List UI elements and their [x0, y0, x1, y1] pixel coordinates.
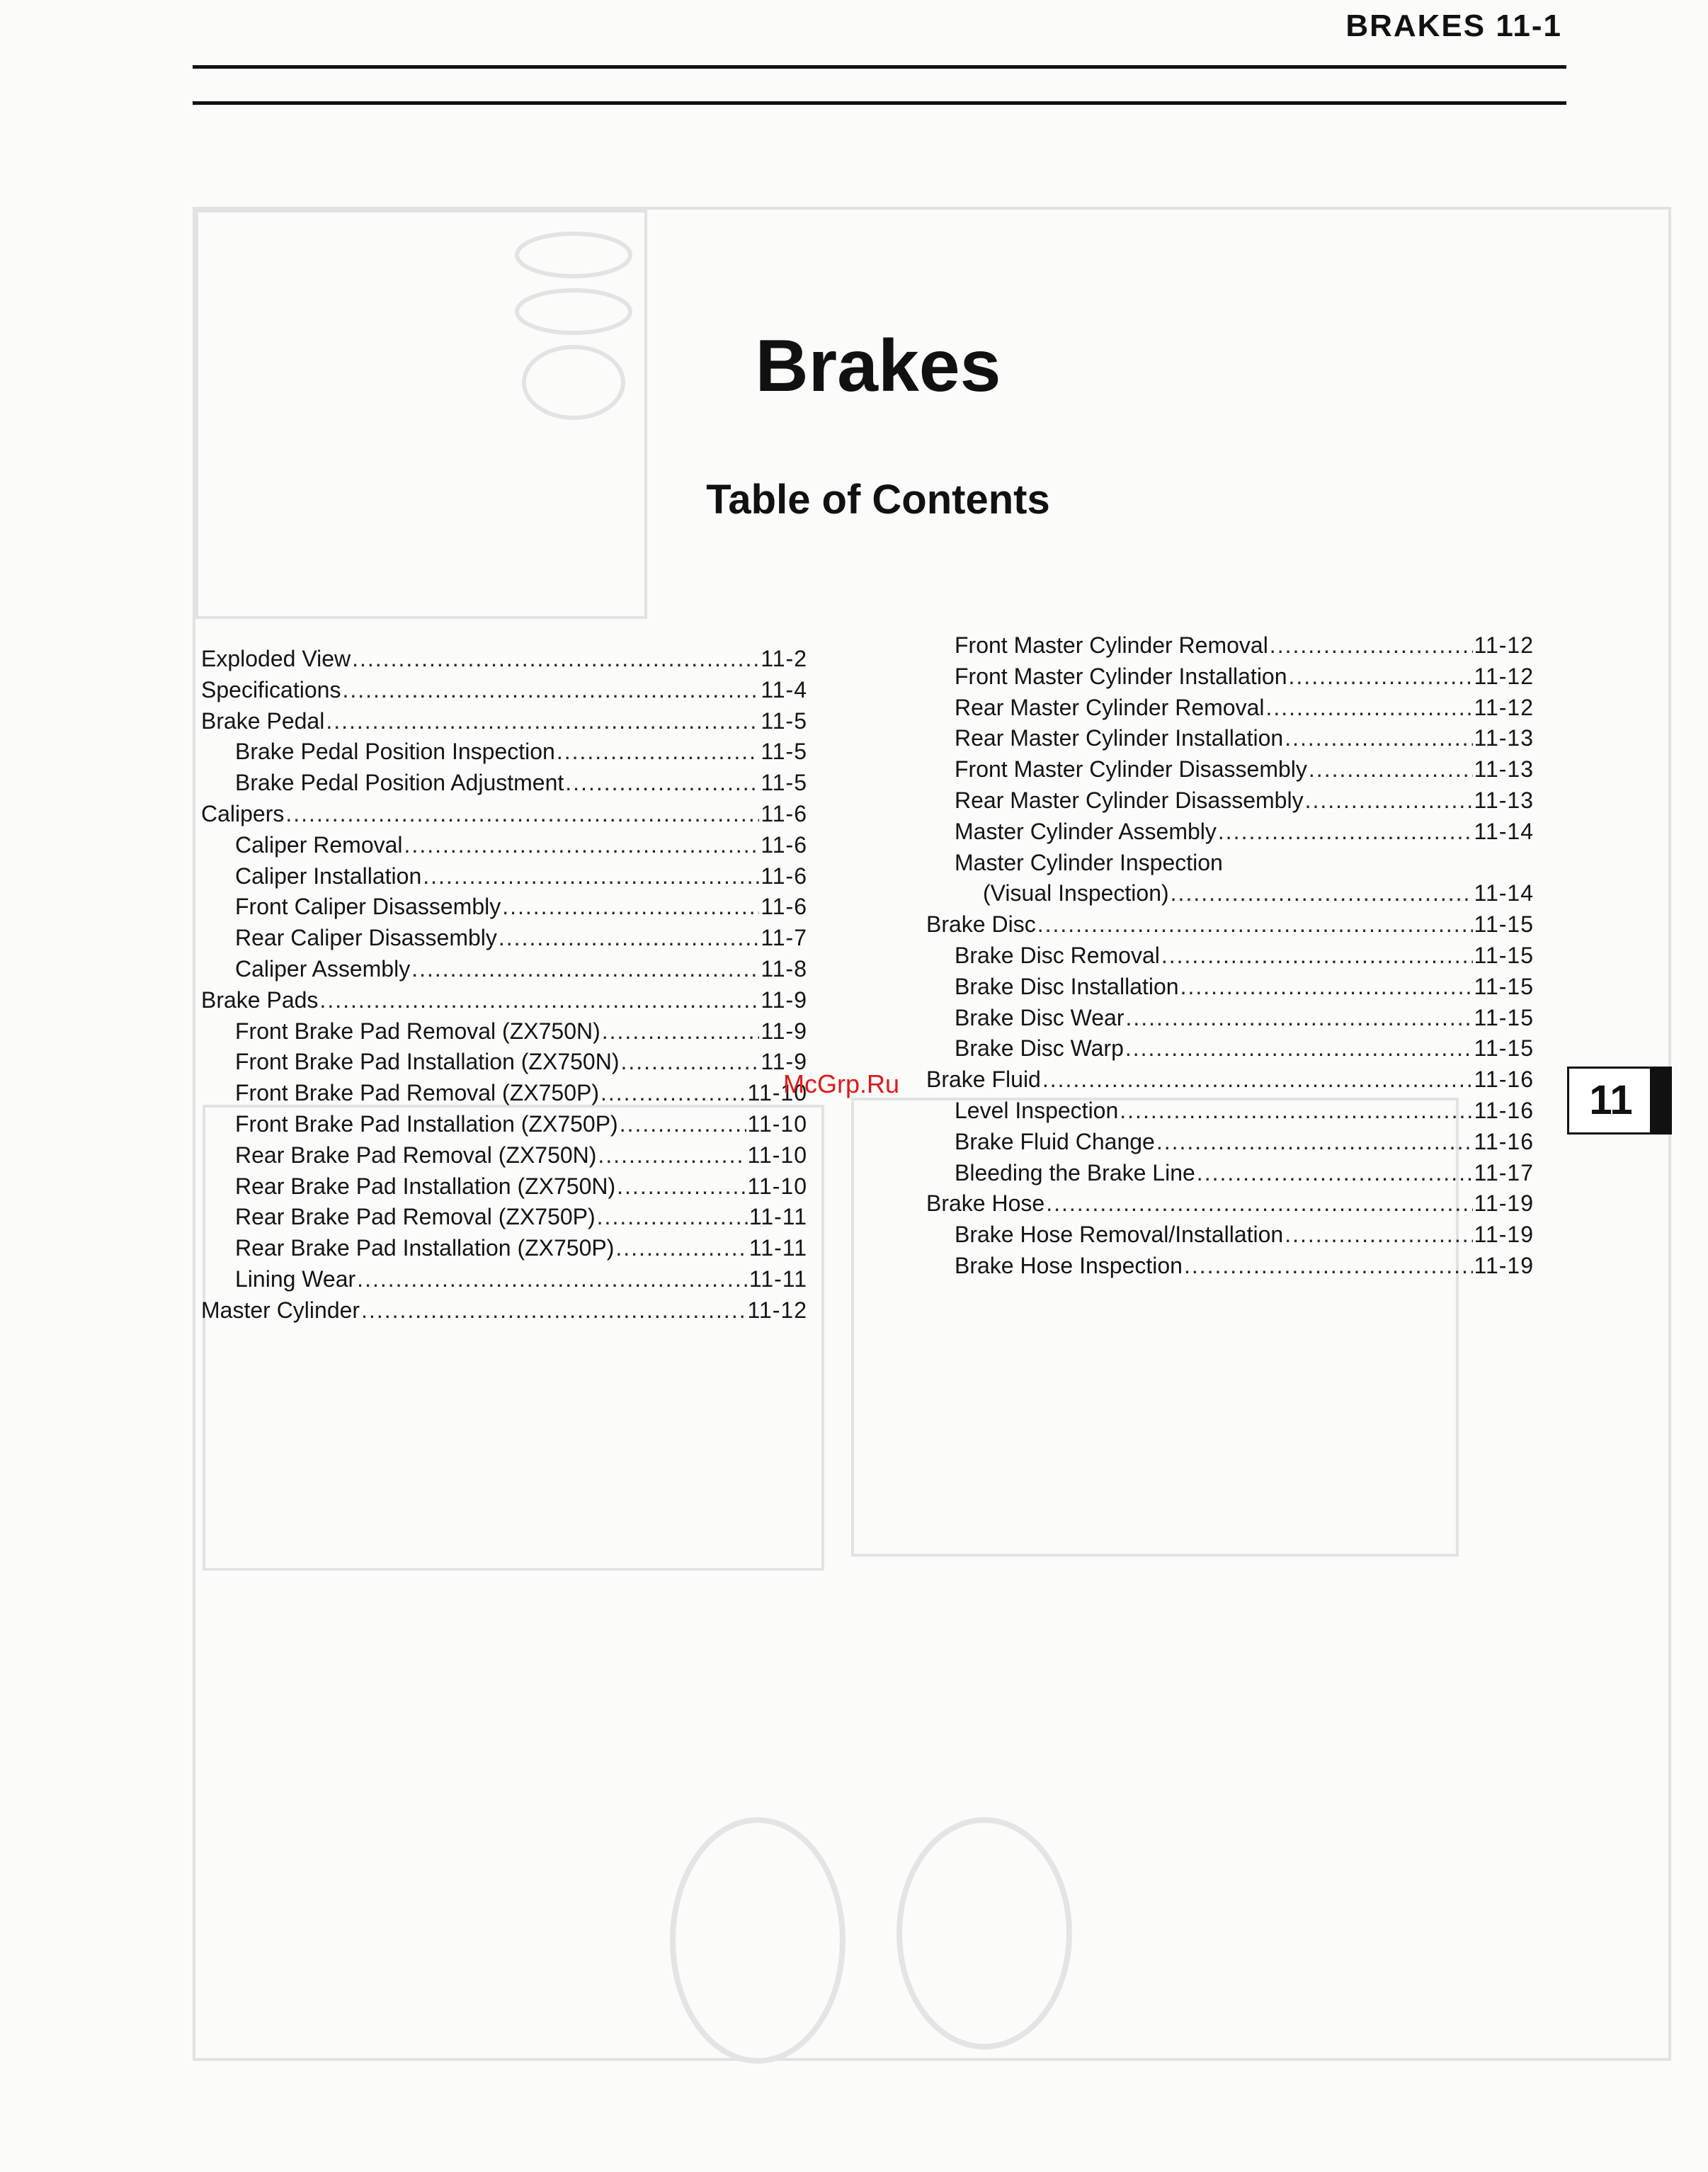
toc-leader-dots	[1120, 1096, 1472, 1125]
toc-entry[interactable]	[955, 662, 1534, 690]
toc-entry-page: 11-5	[761, 739, 807, 765]
toc-entry-label: Front Master Cylinder Disassembly	[955, 756, 1307, 783]
toc-leader-dots	[1171, 879, 1473, 907]
toc-entry[interactable]	[955, 941, 1534, 970]
toc-leader-dots	[602, 1017, 760, 1045]
toc-entry-label: Brake Hose Removal/Installation	[955, 1222, 1284, 1248]
toc-entry-label: Master Cylinder	[201, 1297, 360, 1323]
toc-entry-page: 11-10	[747, 1173, 807, 1199]
toc-entry[interactable]	[235, 923, 807, 952]
toc-entry-label: Rear Brake Pad Removal (ZX750N)	[235, 1142, 597, 1168]
toc-entry-page: 11-5	[761, 770, 807, 796]
toc-leader-dots	[1218, 817, 1473, 846]
toc-leader-dots	[404, 831, 760, 859]
toc-leader-dots	[499, 923, 759, 952]
toc-entry-label: Rear Brake Pad Installation (ZX750N)	[235, 1173, 616, 1199]
toc-entry[interactable]	[201, 1296, 807, 1324]
toc-entry[interactable]	[955, 1127, 1534, 1156]
toc-leader-dots	[1305, 786, 1473, 814]
toc-leader-dots	[285, 800, 759, 828]
toc-entry-page: 11-10	[747, 1142, 807, 1168]
toc-entry-label: Brake Pedal Position Inspection	[235, 739, 555, 765]
toc-leader-dots	[1125, 1003, 1472, 1032]
toc-entry-label: Front Brake Pad Removal (ZX750N)	[235, 1018, 600, 1044]
toc-heading: Table of Contents	[706, 477, 1050, 523]
toc-entry-label: Rear Master Cylinder Disassembly	[955, 788, 1304, 813]
toc-entry-page: 11-6	[761, 863, 807, 889]
toc-leader-dots	[597, 1202, 748, 1231]
toc-entry-label: (Visual Inspection)	[983, 880, 1169, 906]
chapter-title: Brakes	[755, 325, 1001, 407]
toc-leader-dots	[342, 676, 759, 704]
toc-entry[interactable]	[201, 676, 807, 704]
toc-entry-page: 11-6	[761, 801, 807, 826]
toc-entry-label: Brake Pedal	[201, 707, 325, 734]
toc-leader-dots	[1156, 1127, 1473, 1156]
toc-entry-label: Caliper Installation	[235, 863, 422, 889]
toc-entry[interactable]	[235, 955, 807, 983]
toc-leader-dots	[1125, 1034, 1473, 1062]
toc-entry[interactable]	[955, 1159, 1534, 1187]
toc-leader-dots	[423, 862, 759, 890]
toc-entry[interactable]	[201, 986, 807, 1014]
toc-entry[interactable]	[235, 1234, 807, 1262]
toc-leader-dots	[1184, 1251, 1473, 1280]
toc-entry-page: 11-13	[1474, 756, 1534, 783]
toc-entry[interactable]	[235, 831, 807, 859]
toc-entry-label: Master Cylinder Assembly	[955, 818, 1217, 844]
toc-entry-page: 11-10	[747, 1080, 807, 1106]
toc-entry-page: 11-6	[761, 894, 807, 920]
toc-entry[interactable]	[955, 1003, 1534, 1032]
toc-entry[interactable]	[955, 848, 1534, 877]
header-rule-top	[193, 65, 1566, 69]
toc-entry[interactable]	[955, 786, 1534, 814]
toc-entry[interactable]	[201, 707, 807, 735]
toc-entry[interactable]	[235, 1202, 807, 1231]
toc-entry[interactable]	[235, 1172, 807, 1200]
toc-entry-page: 11-10	[747, 1111, 807, 1137]
toc-entry-page: 11-13	[1474, 725, 1534, 751]
toc-entry-label: Caliper Removal	[235, 831, 403, 858]
toc-entry-label: Specifications	[201, 676, 341, 703]
toc-entry-page: 11-7	[761, 925, 807, 951]
toc-entry[interactable]	[235, 1141, 807, 1169]
toc-entry[interactable]	[955, 972, 1534, 1001]
toc-entry[interactable]	[235, 1110, 807, 1138]
toc-leader-dots	[1042, 1065, 1473, 1093]
toc-entry-label: Brake Disc Warp	[955, 1035, 1124, 1062]
toc-entry-label: Rear Caliper Disassembly	[235, 925, 497, 951]
toc-leader-dots	[617, 1172, 746, 1200]
toc-entry[interactable]	[235, 1047, 807, 1076]
toc-leader-dots	[352, 644, 759, 673]
toc-entry[interactable]	[235, 1265, 807, 1293]
toc-entry-page: 11-11	[748, 1235, 807, 1261]
toc-entry[interactable]	[926, 1189, 1534, 1217]
toc-entry[interactable]	[201, 644, 807, 673]
toc-entry-label: Brake Disc Removal	[955, 943, 1160, 968]
toc-entry[interactable]	[955, 755, 1534, 783]
toc-leader-dots	[1309, 755, 1473, 783]
toc-entry-label: Calipers	[201, 801, 285, 826]
toc-entry-label: Lining Wear	[235, 1266, 356, 1292]
toc-entry-label: Front Brake Pad Removal (ZX750P)	[235, 1080, 599, 1106]
toc-entry-page: 11-15	[1474, 943, 1534, 968]
toc-entry-page: 11-19	[1474, 1253, 1534, 1278]
toc-entry-page: 11-12	[1474, 663, 1534, 689]
toc-entry-page: 11-19	[1474, 1190, 1534, 1217]
toc-entry-label: Front Caliper Disassembly	[235, 894, 501, 920]
toc-entry-page: 11-14	[1474, 818, 1534, 844]
toc-entry[interactable]	[235, 737, 807, 766]
toc-entry-page: 11-15	[1474, 973, 1534, 999]
toc-entry-page: 11-9	[761, 1049, 807, 1075]
toc-leader-dots	[615, 1234, 748, 1262]
toc-leader-dots	[620, 1047, 759, 1076]
toc-entry-label: Front Master Cylinder Installation	[955, 663, 1287, 689]
toc-entry-label: Brake Fluid Change	[955, 1128, 1155, 1154]
toc-entry[interactable]	[955, 1096, 1534, 1125]
toc-entry-page: 11-11	[748, 1266, 807, 1292]
toc-entry-label: Front Master Cylinder Removal	[955, 632, 1268, 658]
toc-entry-page: 11-14	[1474, 880, 1534, 906]
toc-entry-label: Brake Disc Installation	[955, 973, 1179, 999]
toc-entry-label: Front Brake Pad Installation (ZX750P)	[235, 1111, 618, 1137]
toc-entry[interactable]	[926, 1065, 1534, 1093]
toc-leader-dots	[1046, 1189, 1472, 1217]
toc-entry[interactable]	[955, 817, 1534, 846]
toc-entry-page: 11-15	[1474, 1004, 1534, 1030]
toc-entry-page: 11-11	[748, 1204, 807, 1230]
toc-entry-label: Rear Master Cylinder Installation	[955, 725, 1284, 751]
chapter-tab-bar	[1650, 1069, 1670, 1132]
toc-entry-label: Brake Hose	[926, 1190, 1045, 1217]
toc-entry[interactable]	[926, 910, 1534, 938]
toc-leader-dots	[1037, 910, 1473, 938]
toc-entry-page: 11-17	[1474, 1159, 1534, 1185]
toc-leader-dots	[1285, 1220, 1472, 1249]
toc-entry[interactable]	[955, 1220, 1534, 1249]
toc-entry-label: Level Inspection	[955, 1098, 1119, 1123]
toc-entry-page: 11-16	[1474, 1128, 1534, 1154]
toc-entry-page: 11-13	[1474, 788, 1534, 813]
toc-entry-label: Brake Pads	[201, 987, 319, 1013]
toc-entry[interactable]	[955, 631, 1534, 659]
toc-entry-label: Brake Disc	[926, 911, 1036, 938]
toc-entry[interactable]	[955, 1251, 1534, 1280]
toc-leader-dots	[1197, 1159, 1473, 1187]
chapter-tab	[1567, 1067, 1672, 1135]
toc-entry-label: Brake Hose Inspection	[955, 1253, 1183, 1278]
toc-entry-page: 11-12	[1474, 632, 1534, 658]
toc-entry[interactable]	[235, 1017, 807, 1045]
toc-leader-dots	[620, 1110, 746, 1138]
toc-leader-dots	[411, 955, 759, 983]
toc-entry-page: 11-4	[761, 676, 807, 703]
toc-entry[interactable]	[235, 768, 807, 797]
toc-entry[interactable]	[955, 724, 1534, 752]
toc-entry[interactable]	[201, 800, 807, 828]
toc-entry-label: Bleeding the Brake Line	[955, 1159, 1195, 1185]
toc-entry-label: Brake Fluid	[926, 1067, 1041, 1093]
toc-leader-dots	[598, 1141, 746, 1169]
chapter-tab-number: 11	[1589, 1077, 1633, 1123]
toc-entry[interactable]	[955, 1034, 1534, 1062]
toc-entry[interactable]	[983, 879, 1534, 907]
toc-entry[interactable]	[955, 693, 1534, 722]
toc-leader-dots	[1289, 662, 1473, 690]
toc-entry[interactable]	[235, 862, 807, 890]
toc-entry-page: 11-12	[747, 1297, 807, 1323]
toc-entry[interactable]	[235, 1079, 807, 1107]
toc-entry-page: 11-5	[761, 707, 807, 734]
toc-entry-page: 11-19	[1474, 1222, 1534, 1248]
toc-entry-page: 11-8	[761, 956, 807, 982]
toc-entry-label: Caliper Assembly	[235, 956, 411, 982]
toc-entry-page: 11-16	[1474, 1067, 1534, 1093]
toc-leader-dots	[319, 986, 759, 1014]
toc-leader-dots	[1180, 972, 1473, 1001]
toc-leader-dots	[557, 737, 760, 766]
toc-entry-page: 11-9	[761, 987, 807, 1013]
toc-entry[interactable]	[235, 892, 807, 921]
bleed-through-disc-graphic	[666, 1813, 1119, 2068]
toc-leader-dots	[600, 1079, 746, 1107]
header-rule-bottom	[193, 101, 1566, 105]
toc-leader-dots	[1265, 693, 1472, 722]
toc-entry-label: Master Cylinder Inspection	[955, 849, 1223, 875]
toc-entry-page: 11-12	[1474, 694, 1534, 720]
toc-leader-dots	[1270, 631, 1473, 659]
toc-entry-label: Brake Disc Wear	[955, 1004, 1125, 1030]
toc-leader-dots	[326, 707, 759, 735]
toc-leader-dots	[1285, 724, 1472, 752]
toc-entry-label: Exploded View	[201, 646, 351, 671]
toc-leader-dots	[565, 768, 759, 797]
toc-entry-page: 11-15	[1474, 911, 1534, 938]
toc-entry-page: 11-9	[761, 1018, 807, 1044]
toc-entry-page: 11-16	[1474, 1098, 1534, 1123]
toc-entry-label: Rear Master Cylinder Removal	[955, 694, 1265, 720]
toc-entry-label: Front Brake Pad Installation (ZX750N)	[235, 1049, 620, 1075]
toc-entry-page: 11-2	[761, 646, 807, 671]
toc-entry-page: 11-6	[761, 831, 807, 858]
toc-entry-page: 11-15	[1474, 1035, 1534, 1062]
watermark: McGrp.Ru	[783, 1069, 900, 1098]
running-header: BRAKES 11-1	[1345, 8, 1562, 43]
toc-leader-dots	[1161, 941, 1473, 970]
toc-leader-dots	[502, 892, 759, 921]
toc-entry-label: Rear Brake Pad Removal (ZX750P)	[235, 1204, 596, 1230]
toc-leader-dots	[357, 1265, 748, 1293]
toc-leader-dots	[361, 1296, 746, 1324]
toc-entry-label: Brake Pedal Position Adjustment	[235, 770, 564, 796]
toc-entry-label: Rear Brake Pad Installation (ZX750P)	[235, 1235, 615, 1261]
